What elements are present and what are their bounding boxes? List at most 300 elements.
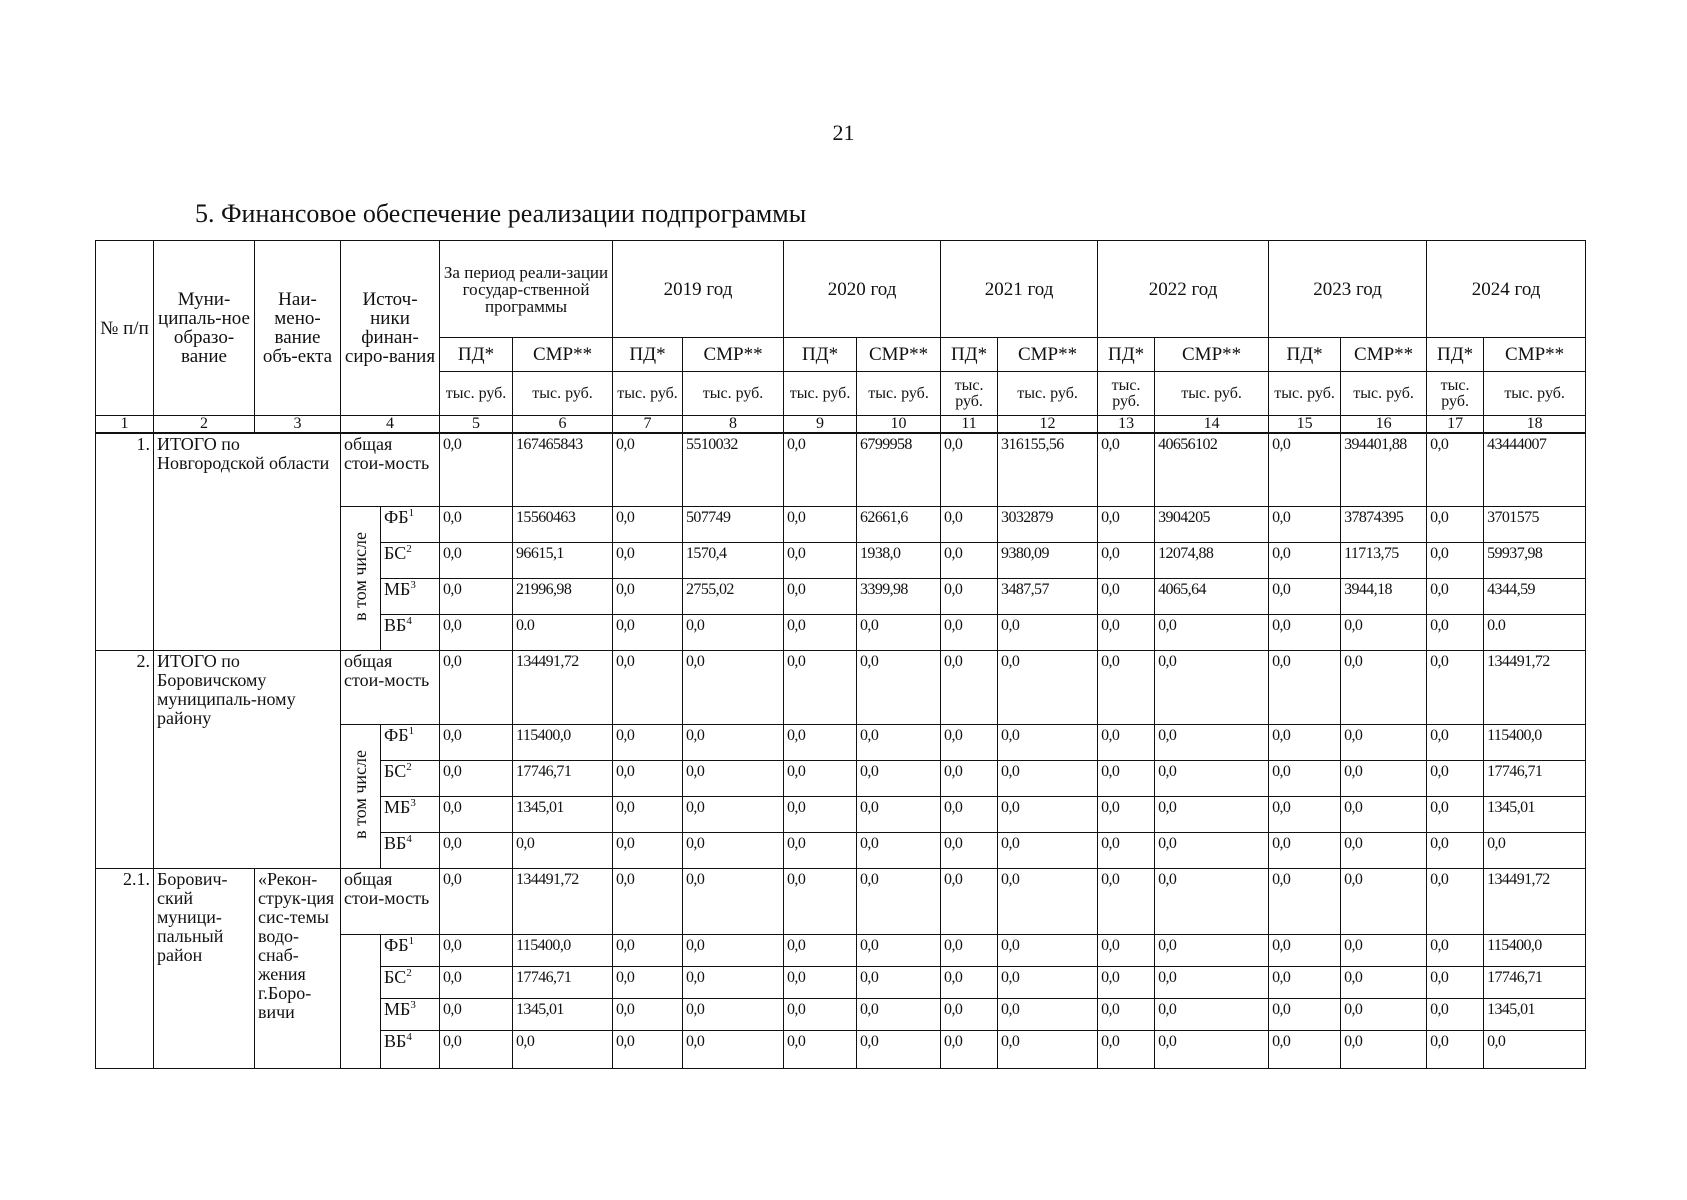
col-number: 10: [857, 416, 941, 433]
value-cell: 0,0: [1427, 967, 1484, 999]
value-cell: 0,0: [1341, 797, 1427, 833]
col-header-unit: тыс. руб.: [1427, 372, 1484, 416]
value-cell: 0,0: [941, 761, 998, 797]
value-cell: 0.0: [1484, 615, 1586, 651]
value-cell: 0,0: [1269, 725, 1341, 761]
value-cell: 0,0: [941, 433, 998, 507]
col-number: 2: [154, 416, 255, 433]
value-cell: 0,0: [998, 935, 1098, 967]
source-label: $МБ^3$: [381, 797, 440, 833]
value-cell: 0,0: [857, 833, 941, 869]
col-header-smr: СМР**: [1484, 338, 1586, 372]
value-cell: 0,0: [513, 833, 613, 869]
value-cell: 0,0: [784, 507, 857, 543]
value-cell: 0,0: [857, 725, 941, 761]
value-cell: 0,0: [941, 967, 998, 999]
col-header-year: 2019 год: [613, 241, 784, 338]
value-cell: 0,0: [513, 1031, 613, 1069]
source-footnote: 3: [410, 579, 416, 591]
col-number: 1: [96, 416, 154, 433]
value-cell: 134491,72: [513, 651, 613, 725]
in-total-label: [341, 935, 381, 1069]
value-cell: 0,0: [1155, 967, 1269, 999]
source-footnote: 3: [410, 999, 416, 1011]
value-cell: 0,0: [683, 725, 784, 761]
value-cell: 0,0: [1098, 433, 1155, 507]
value-cell: 0,0: [784, 579, 857, 615]
source-label: $МБ^3$: [381, 999, 440, 1031]
value-cell: 0,0: [613, 725, 683, 761]
value-cell: 0,0: [1427, 797, 1484, 833]
value-cell: 1345,01: [1484, 797, 1586, 833]
value-cell: 0,0: [784, 935, 857, 967]
col-number: 18: [1484, 416, 1586, 433]
value-cell: 0,0: [784, 869, 857, 935]
value-cell: 0,0: [1098, 1031, 1155, 1069]
value-cell: 0,0: [440, 543, 513, 579]
value-cell: 0,0: [1155, 935, 1269, 967]
value-cell: 96615,1: [513, 543, 613, 579]
value-cell: 0,0: [998, 1031, 1098, 1069]
value-cell: 0,0: [784, 967, 857, 999]
row-number: 2.: [96, 651, 154, 869]
value-cell: 0,0: [1155, 833, 1269, 869]
source-footnote: 2: [406, 967, 412, 979]
value-cell: 0,0: [1269, 761, 1341, 797]
table-row: [96, 241, 1586, 338]
col-header-unit: тыс. руб.: [857, 372, 941, 416]
col-header-pd: ПД*: [1269, 338, 1341, 372]
value-cell: 0,0: [998, 797, 1098, 833]
value-cell: 0,0: [941, 507, 998, 543]
value-cell: 0,0: [1269, 433, 1341, 507]
col-header-year: 2020 год: [784, 241, 941, 338]
value-cell: 0,0: [613, 869, 683, 935]
value-cell: 0,0: [998, 967, 1098, 999]
source-footnote: 2: [406, 761, 412, 773]
col-header-smr: СМР**: [683, 338, 784, 372]
value-cell: 0,0: [857, 967, 941, 999]
value-cell: 0,0: [440, 999, 513, 1031]
col-number: 11: [941, 416, 998, 433]
value-cell: 0,0: [998, 869, 1098, 935]
value-cell: 0,0: [1269, 615, 1341, 651]
value-cell: 0,0: [1098, 999, 1155, 1031]
value-cell: 0,0: [440, 1031, 513, 1069]
table-row: [96, 651, 1586, 725]
col-header-year: 2023 год: [1269, 241, 1427, 338]
value-cell: 0,0: [440, 935, 513, 967]
value-cell: 0,0: [613, 507, 683, 543]
value-cell: 0,0: [683, 999, 784, 1031]
value-cell: 0,0: [941, 1031, 998, 1069]
value-cell: 0,0: [784, 615, 857, 651]
col-header-unit: тыс. руб.: [998, 372, 1098, 416]
value-cell: 0,0: [1341, 967, 1427, 999]
col-number: 3: [255, 416, 341, 433]
value-cell: 0,0: [998, 651, 1098, 725]
value-cell: 3701575: [1484, 507, 1586, 543]
table-row: [96, 433, 1586, 507]
value-cell: 4065,64: [1155, 579, 1269, 615]
value-cell: 5510032: [683, 433, 784, 507]
source-footnote: 3: [410, 797, 416, 809]
value-cell: 0,0: [998, 761, 1098, 797]
source-label: $ВБ^4$: [381, 833, 440, 869]
value-cell: 0,0: [1098, 761, 1155, 797]
value-cell: 62661,6: [857, 507, 941, 543]
col-number: 9: [784, 416, 857, 433]
col-header-smr: СМР**: [998, 338, 1098, 372]
value-cell: 0,0: [1427, 761, 1484, 797]
value-cell: 167465843: [513, 433, 613, 507]
value-cell: 0,0: [857, 869, 941, 935]
value-cell: 115400,0: [1484, 725, 1586, 761]
value-cell: 0,0: [1098, 651, 1155, 725]
row-object: «Рекон-струк-ция сис-темы водо-снаб-жения г.Боро-вичи: [255, 869, 341, 1069]
value-cell: 17746,71: [1484, 967, 1586, 999]
value-cell: 0,0: [1098, 615, 1155, 651]
total-cost-label: общая стои-мость: [341, 869, 440, 935]
value-cell: 0,0: [1427, 507, 1484, 543]
value-cell: 0,0: [1155, 797, 1269, 833]
col-number: 15: [1269, 416, 1341, 433]
source-label: $ВБ^4$: [381, 615, 440, 651]
value-cell: 0,0: [1155, 651, 1269, 725]
value-cell: 43444007: [1484, 433, 1586, 507]
col-header-smr: СМР**: [857, 338, 941, 372]
col-header-unit: тыс. руб.: [613, 372, 683, 416]
value-cell: 0,0: [998, 999, 1098, 1031]
total-cost-label: общая стои-мость: [341, 433, 440, 507]
value-cell: 0,0: [1427, 725, 1484, 761]
value-cell: 0,0: [784, 651, 857, 725]
value-cell: 0,0: [1098, 725, 1155, 761]
value-cell: 0,0: [1269, 935, 1341, 967]
value-cell: 21996,98: [513, 579, 613, 615]
value-cell: 0,0: [941, 543, 998, 579]
value-cell: 0,0: [683, 967, 784, 999]
value-cell: 0,0: [613, 615, 683, 651]
value-cell: 0,0: [1341, 615, 1427, 651]
value-cell: 0,0: [613, 999, 683, 1031]
row-number: 2.1.: [96, 869, 154, 1069]
col-header-unit: тыс. руб.: [1484, 372, 1586, 416]
value-cell: 0,0: [1341, 761, 1427, 797]
value-cell: 0,0: [857, 999, 941, 1031]
value-cell: 0,0: [857, 935, 941, 967]
financing-table: [95, 240, 1586, 1069]
col-header-unit: тыс. руб.: [1341, 372, 1427, 416]
in-total-label: [341, 507, 381, 651]
value-cell: 0,0: [440, 761, 513, 797]
value-cell: 0,0: [1269, 999, 1341, 1031]
value-cell: 0,0: [683, 651, 784, 725]
value-cell: 3032879: [998, 507, 1098, 543]
col-header-year: 2022 год: [1098, 241, 1269, 338]
col-header-pd: ПД*: [784, 338, 857, 372]
value-cell: 0,0: [1269, 579, 1341, 615]
value-cell: 17746,71: [513, 761, 613, 797]
value-cell: 0,0: [683, 1031, 784, 1069]
value-cell: 0,0: [1269, 543, 1341, 579]
value-cell: 0,0: [1484, 833, 1586, 869]
value-cell: 0,0: [1155, 725, 1269, 761]
source-label: $БС^2$: [381, 761, 440, 797]
value-cell: 0,0: [1427, 833, 1484, 869]
col-header-pd: ПД*: [1098, 338, 1155, 372]
col-number: 14: [1155, 416, 1269, 433]
source-footnote: 4: [406, 615, 412, 627]
value-cell: 0,0: [613, 579, 683, 615]
value-cell: 394401,88: [1341, 433, 1427, 507]
source-footnote: 1: [408, 507, 415, 519]
value-cell: 0,0: [857, 761, 941, 797]
value-cell: 0.0: [513, 615, 613, 651]
value-cell: 0,0: [1341, 869, 1427, 935]
value-cell: 0,0: [784, 833, 857, 869]
value-cell: 0,0: [941, 725, 998, 761]
value-cell: 0,0: [613, 1031, 683, 1069]
table-row: [96, 869, 1586, 935]
source-label: $ВБ^4$: [381, 1031, 440, 1069]
value-cell: 0,0: [440, 797, 513, 833]
col-header-pd: ПД*: [440, 338, 513, 372]
col-number: 16: [1341, 416, 1427, 433]
col-header-smr: СМР**: [1341, 338, 1427, 372]
value-cell: 3904205: [1155, 507, 1269, 543]
value-cell: 0,0: [784, 1031, 857, 1069]
value-cell: 0,0: [440, 869, 513, 935]
value-cell: 0,0: [1098, 507, 1155, 543]
value-cell: 37874395: [1341, 507, 1427, 543]
value-cell: 0,0: [1155, 869, 1269, 935]
value-cell: 0,0: [440, 967, 513, 999]
value-cell: 0,0: [1098, 579, 1155, 615]
value-cell: 0,0: [941, 935, 998, 967]
page-number: 21: [832, 120, 855, 145]
value-cell: 0,0: [440, 725, 513, 761]
value-cell: 0,0: [1155, 761, 1269, 797]
value-cell: 0,0: [1341, 1031, 1427, 1069]
value-cell: 0,0: [941, 651, 998, 725]
value-cell: 0,0: [440, 507, 513, 543]
source-label: $ФБ^1$: [381, 725, 440, 761]
row-municipality: Борович-ский муници-пальный район: [154, 869, 255, 1069]
value-cell: 316155,56: [998, 433, 1098, 507]
value-cell: 0,0: [1427, 579, 1484, 615]
value-cell: 0,0: [857, 1031, 941, 1069]
col-header-period: За период реали-зации государ-ственной программы: [440, 241, 613, 338]
value-cell: 115400,0: [513, 935, 613, 967]
value-cell: 0,0: [1269, 967, 1341, 999]
value-cell: 0,0: [1098, 797, 1155, 833]
value-cell: 0,0: [1427, 433, 1484, 507]
value-cell: 0,0: [683, 833, 784, 869]
value-cell: 0,0: [1427, 869, 1484, 935]
value-cell: 3487,57: [998, 579, 1098, 615]
value-cell: 0,0: [1098, 935, 1155, 967]
value-cell: 15560463: [513, 507, 613, 543]
col-number: 8: [683, 416, 784, 433]
col-number: 5: [440, 416, 513, 433]
value-cell: 2755,02: [683, 579, 784, 615]
value-cell: 0,0: [613, 543, 683, 579]
col-header-pd: ПД*: [941, 338, 998, 372]
value-cell: 0,0: [1341, 725, 1427, 761]
total-cost-label: общая стои-мость: [341, 651, 440, 725]
value-cell: 0,0: [1155, 999, 1269, 1031]
value-cell: 0,0: [857, 615, 941, 651]
row-label: ИТОГО по Боровичскому муниципаль-ному району: [154, 651, 341, 869]
col-header-object: Наи-мено-вание объ-екта: [255, 241, 341, 416]
col-header-year: 2021 год: [941, 241, 1098, 338]
in-total-text: в том числе: [350, 532, 370, 621]
value-cell: 0,0: [1427, 543, 1484, 579]
row-label: ИТОГО по Новгородской области: [154, 433, 341, 651]
col-number: 12: [998, 416, 1098, 433]
col-header-year: 2024 год: [1427, 241, 1586, 338]
value-cell: 0,0: [1341, 833, 1427, 869]
value-cell: 4344,59: [1484, 579, 1586, 615]
col-header-municipality: Муни-ципаль-ное образо-вание: [154, 241, 255, 416]
value-cell: 3399,98: [857, 579, 941, 615]
value-cell: 0,0: [440, 833, 513, 869]
value-cell: 0,0: [1269, 1031, 1341, 1069]
source-footnote: 4: [406, 1031, 412, 1043]
value-cell: 0,0: [1427, 615, 1484, 651]
col-number: 6: [513, 416, 613, 433]
value-cell: 0,0: [784, 543, 857, 579]
value-cell: 0,0: [1341, 999, 1427, 1031]
value-cell: 0,0: [998, 725, 1098, 761]
value-cell: 0,0: [613, 935, 683, 967]
value-cell: 6799958: [857, 433, 941, 507]
value-cell: 0,0: [440, 651, 513, 725]
value-cell: 0,0: [784, 725, 857, 761]
value-cell: 1345,01: [1484, 999, 1586, 1031]
value-cell: 12074,88: [1155, 543, 1269, 579]
value-cell: 0,0: [784, 797, 857, 833]
col-header-unit: тыс. руб.: [683, 372, 784, 416]
value-cell: 115400,0: [513, 725, 613, 761]
document-title: 5. Финансовое обеспечение реализации подпрограммы: [195, 199, 807, 228]
col-header-no: № п/п: [96, 241, 154, 416]
source-footnote: 1: [408, 725, 415, 737]
value-cell: 0,0: [998, 615, 1098, 651]
value-cell: 0,0: [857, 651, 941, 725]
value-cell: 40656102: [1155, 433, 1269, 507]
col-header-unit: тыс. руб.: [1098, 372, 1155, 416]
col-header-unit: тыс. руб.: [941, 372, 998, 416]
row-number: 1.: [96, 433, 154, 651]
value-cell: 1345,01: [513, 797, 613, 833]
col-header-unit: тыс. руб.: [1269, 372, 1341, 416]
value-cell: 0,0: [1098, 967, 1155, 999]
value-cell: 0,0: [1341, 651, 1427, 725]
value-cell: 0,0: [440, 579, 513, 615]
value-cell: 0,0: [1098, 833, 1155, 869]
value-cell: 0,0: [998, 833, 1098, 869]
value-cell: 0,0: [1269, 833, 1341, 869]
value-cell: 0,0: [613, 433, 683, 507]
value-cell: 0,0: [941, 579, 998, 615]
value-cell: 0,0: [683, 797, 784, 833]
col-header-smr: СМР**: [1155, 338, 1269, 372]
value-cell: 0,0: [440, 615, 513, 651]
value-cell: 134491,72: [1484, 869, 1586, 935]
value-cell: 0,0: [683, 615, 784, 651]
value-cell: 0,0: [1155, 615, 1269, 651]
source-footnote: 1: [408, 935, 415, 947]
value-cell: 0,0: [941, 833, 998, 869]
value-cell: 0,0: [1484, 1031, 1586, 1069]
value-cell: 0,0: [1269, 797, 1341, 833]
value-cell: 59937,98: [1484, 543, 1586, 579]
in-total-text: в том числе: [350, 750, 370, 839]
value-cell: 11713,75: [1341, 543, 1427, 579]
value-cell: 0,0: [941, 869, 998, 935]
value-cell: 0,0: [613, 797, 683, 833]
value-cell: 0,0: [857, 797, 941, 833]
source-label: $ФБ^1$: [381, 507, 440, 543]
value-cell: 0,0: [1098, 543, 1155, 579]
col-number: 7: [613, 416, 683, 433]
value-cell: 0,0: [784, 433, 857, 507]
value-cell: 0,0: [1427, 651, 1484, 725]
value-cell: 0,0: [784, 761, 857, 797]
value-cell: 17746,71: [513, 967, 613, 999]
in-total-label: [341, 725, 381, 869]
value-cell: 134491,72: [513, 869, 613, 935]
col-number: 13: [1098, 416, 1155, 433]
value-cell: 0,0: [613, 761, 683, 797]
source-label: $БС^2$: [381, 543, 440, 579]
value-cell: 0,0: [941, 999, 998, 1031]
source-label: $БС^2$: [381, 967, 440, 999]
value-cell: 0,0: [1098, 869, 1155, 935]
col-header-source: Источ-ники финан-сиро-вания: [341, 241, 440, 416]
value-cell: 0,0: [683, 761, 784, 797]
col-header-pd: ПД*: [613, 338, 683, 372]
value-cell: 0,0: [683, 935, 784, 967]
source-footnote: 2: [406, 543, 412, 555]
value-cell: 115400,0: [1484, 935, 1586, 967]
value-cell: 0,0: [784, 999, 857, 1031]
source-label: $ФБ^1$: [381, 935, 440, 967]
value-cell: 0,0: [941, 797, 998, 833]
col-header-unit: тыс. руб.: [440, 372, 513, 416]
value-cell: 0,0: [1427, 1031, 1484, 1069]
value-cell: 0,0: [1269, 651, 1341, 725]
value-cell: 0,0: [941, 615, 998, 651]
col-header-unit: тыс. руб.: [1155, 372, 1269, 416]
source-label: $МБ^3$: [381, 579, 440, 615]
value-cell: 0,0: [1341, 935, 1427, 967]
value-cell: 1570,4: [683, 543, 784, 579]
value-cell: 0,0: [1427, 935, 1484, 967]
col-header-pd: ПД*: [1427, 338, 1484, 372]
source-footnote: 4: [406, 833, 412, 845]
col-number: 4: [341, 416, 440, 433]
col-header-smr: СМР**: [513, 338, 613, 372]
col-header-unit: тыс. руб.: [784, 372, 857, 416]
value-cell: 0,0: [1155, 1031, 1269, 1069]
value-cell: 0,0: [1427, 999, 1484, 1031]
value-cell: 0,0: [1269, 869, 1341, 935]
value-cell: 9380,09: [998, 543, 1098, 579]
value-cell: 0,0: [613, 967, 683, 999]
